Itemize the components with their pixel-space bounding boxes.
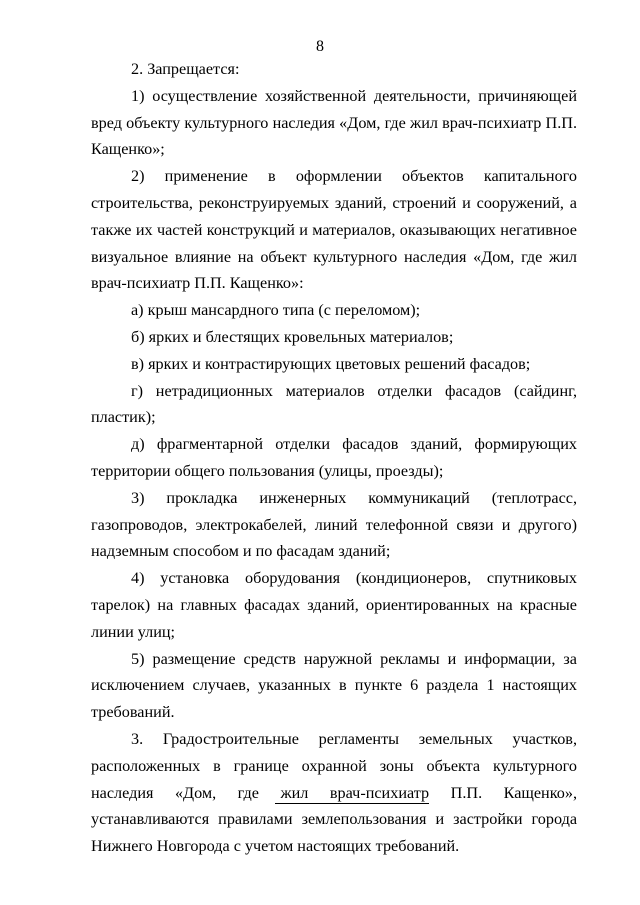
- paragraph-item-3: 3) прокладка инженерных коммуникаций (теплотрасс, газопроводов, электрокабелей, линий телефонной связи и другого) надземным способом и по фасадам зданий;: [91, 488, 577, 561]
- paragraph-subitem-a: а) крыш мансардного типа (с переломом);: [131, 301, 421, 320]
- paragraph-item-4: 4) установка оборудования (кондиционеров, спутниковых тарелок) на главных фасадах зданий, ориентированных на красные линии улиц;: [91, 569, 577, 641]
- end-divider-line: [275, 803, 429, 804]
- paragraph-item-2: 2) применение в оформлении объектов капитального строительства, реконструируемых зданий, строений и сооружений, а также их частей конструкций и материалов, оказывающих негативное визуальное влияние на объект культурного наследия «Дом, где жил врач-психиатр П.П. Кащенко»:: [91, 167, 577, 293]
- paragraph-subitem-d: д) фрагментарной отделки фасадов зданий, формирующих территории общего пользования (улицы, проезды);: [91, 435, 577, 480]
- paragraph-item-5: 5) размещение средств наружной рекламы и информации, за исключением случаев, указанных в пункте 6 раздела 1 настоящих требований.: [91, 649, 577, 722]
- paragraph-subitem-v: в) ярких и контрастирующих цветовых решений фасадов;: [131, 354, 531, 373]
- paragraph-section-3: 3. Градостроительные регламенты земельных участков, расположенных в границе охранной зоны объекта культурного наследия «Дом, где жил врач-психиатр П.П. Кащенко», устанавливаются правилами землепользования и застройки города Нижнего Новгорода с учетом настоящих требований.: [91, 729, 577, 856]
- paragraph-subitem-g: г) нетрадиционных материалов отделки фасадов (сайдинг, пластик);: [91, 381, 577, 427]
- paragraph-item-1: 1) осуществление хозяйственной деятельности, причиняющей вред объекту культурного наследия «Дом, где жил врач-психиатр П.П. Кащенко»;: [91, 86, 577, 159]
- paragraph-prohibited-heading: 2. Запрещается:: [131, 60, 240, 78]
- page-number: 8: [316, 38, 324, 55]
- document-body: [91, 56, 577, 860]
- paragraph-subitem-b: б) ярких и блестящих кровельных материалов;: [131, 327, 454, 346]
